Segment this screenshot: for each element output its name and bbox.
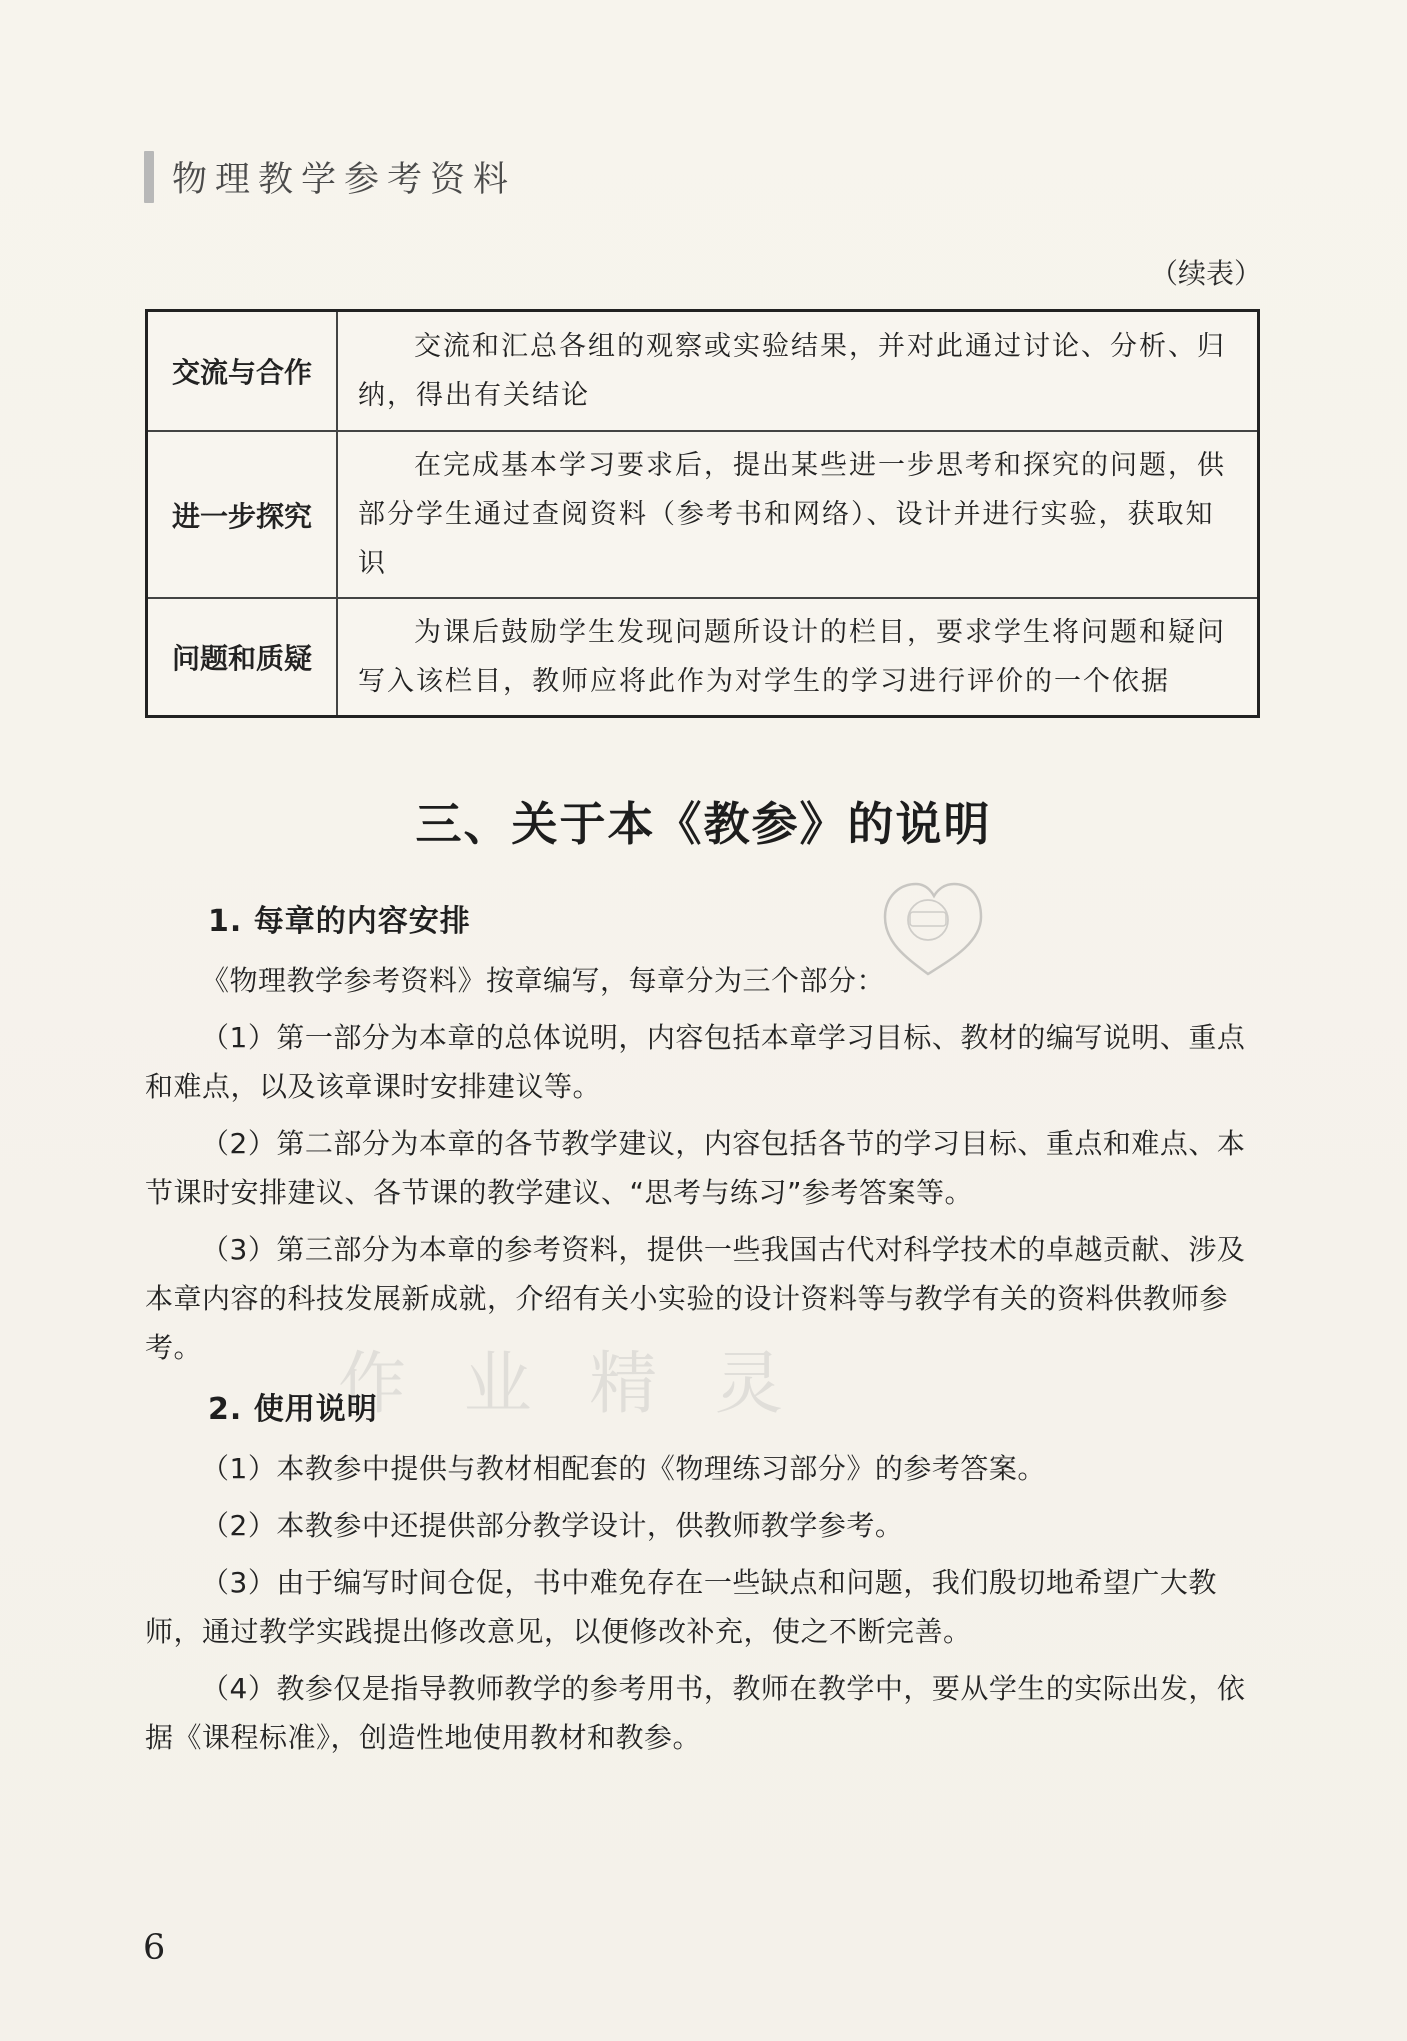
table-row-description <box>338 599 1257 715</box>
subheading: 2. 使用说明 <box>208 1392 378 1427</box>
table-row <box>148 432 1257 599</box>
paragraph: 《物理教学参考资料》按章编写，每章分为三个部分： <box>201 964 886 997</box>
table-row <box>148 599 1257 715</box>
header-accent-bar <box>144 151 154 203</box>
table-continued-label: （续表） <box>1149 257 1262 290</box>
content-part-chapter-arrangement <box>145 898 1260 1372</box>
activity-table <box>145 309 1260 718</box>
section-heading: 三、关于本《教参》的说明 <box>415 797 992 851</box>
paragraph: （2）第二部分为本章的各节教学建议，内容包括各节的学习目标、重点和难点、本节课时安排建议、各节课的教学建议、“思考与练习”参考答案等。 <box>145 1127 1246 1209</box>
paragraph: （1）第一部分为本章的总体说明，内容包括本章学习目标、教材的编写说明、重点和难点，以及该章课时安排建议等。 <box>145 1021 1246 1103</box>
section-content <box>145 898 1260 1770</box>
paragraph: （3）第三部分为本章的参考资料，提供一些我国古代对科学技术的卓越贡献、涉及本章内容的科技发展新成就，介绍有关小实验的设计资料等与教学有关的资料供教师参考。 <box>145 1233 1246 1364</box>
paragraph: （3）由于编写时间仓促，书中难免存在一些缺点和问题，我们殷切地希望广大教师，通过教学实践提出修改意见，以便修改补充，使之不断完善。 <box>145 1566 1217 1648</box>
table-row-label: 进一步探究 <box>148 432 338 597</box>
paragraph: （4）教参仅是指导教师教学的参考用书，教师在教学中，要从学生的实际出发，依据《课程标准》，创造性地使用教材和教参。 <box>145 1672 1246 1754</box>
paragraph: （1）本教参中提供与教材相配套的《物理练习部分》的参考答案。 <box>201 1452 1046 1485</box>
table-row <box>148 312 1257 432</box>
table-row-text: 交流和汇总各组的观察或实验结果，并对此通过讨论、分析、归纳，得出有关结论 <box>358 331 1226 411</box>
paragraph: （2）本教参中还提供部分教学设计，供教师教学参考。 <box>201 1509 904 1542</box>
header-title: 物理教学参考资料 <box>172 160 517 200</box>
table-row-label: 交流与合作 <box>148 312 338 430</box>
content-part-usage-notes <box>145 1386 1260 1762</box>
table-row-description <box>338 312 1257 430</box>
subheading: 1. 每章的内容安排 <box>208 904 471 939</box>
table-row-text: 在完成基本学习要求后，提出某些进一步思考和探究的问题，供部分学生通过查阅资料（参考书和网络）、设计并进行实验，获取知识 <box>358 450 1226 579</box>
watermark: 作 业 精 灵 <box>338 1345 801 1424</box>
table-row-description <box>338 432 1257 597</box>
table-row-label: 问题和质疑 <box>148 599 338 715</box>
page-header <box>144 150 516 204</box>
table-row-text: 为课后鼓励学生发现问题所设计的栏目，要求学生将问题和疑问写入该栏目，教师应将此作为对学生的学习进行评价的一个依据 <box>358 617 1226 697</box>
page-number: 6 <box>143 1928 166 1968</box>
